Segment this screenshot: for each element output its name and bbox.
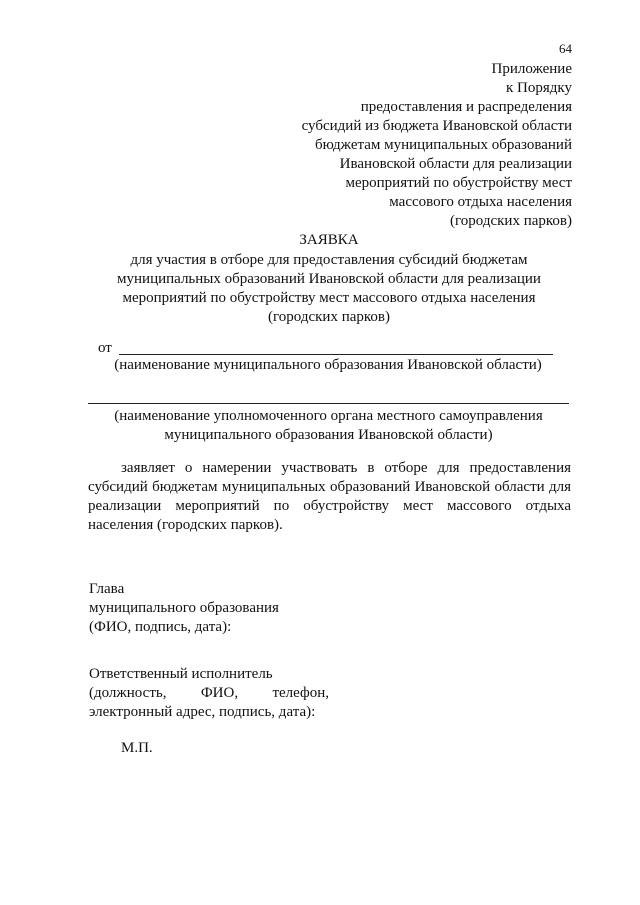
authority-caption-line: (наименование уполномоченного органа местного самоуправления <box>114 408 543 424</box>
appendix-line: субсидий из бюджета Ивановской области <box>301 118 572 134</box>
municipality-caption: (наименование муниципального образования Ивановской области) <box>114 357 542 373</box>
appendix-line: Приложение <box>491 61 572 77</box>
appendix-line: предоставления и распределения <box>360 99 572 115</box>
document-subtitle <box>90 251 568 327</box>
from-label: от <box>98 340 112 356</box>
head-signature-block <box>89 580 349 637</box>
head-signature-line: Глава <box>89 581 125 597</box>
subtitle-line: для участия в отборе для предоставления субсидий бюджетам <box>130 252 528 268</box>
application-heading <box>90 231 568 327</box>
appendix-line: мероприятий по обустройству мест <box>345 175 572 191</box>
seal-placeholder: М.П. <box>121 740 153 756</box>
document-title: ЗАЯВКА <box>299 232 359 248</box>
appendix-line: массового отдыха населения <box>389 194 572 210</box>
declaration-line: населения (городских парков). <box>88 517 283 533</box>
page-number: 64 <box>559 41 572 56</box>
executor-signature-line: (должность, ФИО, телефон, <box>89 685 329 701</box>
declaration-paragraph <box>88 459 571 535</box>
executor-signature-line: Ответственный исполнитель <box>89 666 273 682</box>
subtitle-line: (городских парков) <box>268 309 390 325</box>
authority-caption <box>88 407 569 445</box>
appendix-line: бюджетам муниципальных образований <box>314 137 572 153</box>
appendix-line: (городских парков) <box>450 213 572 229</box>
appendix-line: Ивановской области для реализации <box>339 156 572 172</box>
appendix-line: к Порядку <box>506 80 572 96</box>
subtitle-line: муниципальных образований Ивановской области для реализации <box>117 271 541 287</box>
appendix-reference <box>260 60 572 231</box>
authority-blank-line <box>88 403 569 404</box>
subtitle-line: мероприятий по обустройству мест массового отдыха населения <box>122 290 536 306</box>
declaration-line: заявляет о намерении участвовать в отборе для предоставления <box>121 460 571 476</box>
declaration-line: субсидий бюджетам муниципальных образований Ивановской области для <box>88 479 571 495</box>
authority-caption-line: муниципального образования Ивановской области) <box>164 427 493 443</box>
head-signature-line: муниципального образования <box>89 600 279 616</box>
executor-signature-line: электронный адрес, подпись, дата): <box>89 704 316 720</box>
head-signature-line: (ФИО, подпись, дата): <box>89 619 232 635</box>
declaration-line: реализации мероприятий по обустройству мест массового отдыха <box>88 498 571 514</box>
municipality-blank-line <box>119 354 553 355</box>
executor-signature-block <box>89 665 329 722</box>
